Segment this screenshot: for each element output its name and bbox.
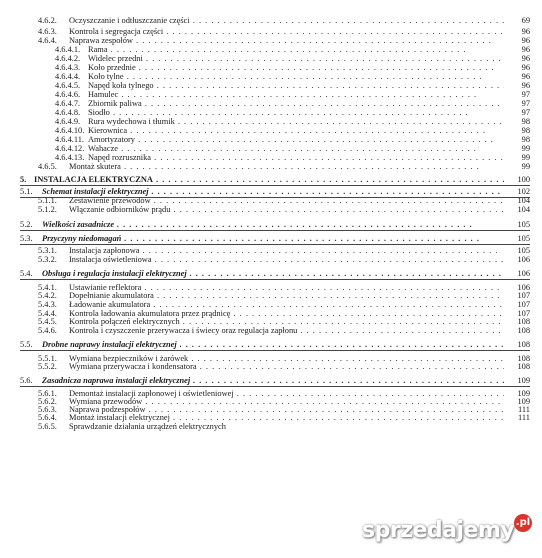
toc-title: Kontrola i segregacja części . .: [69, 27, 504, 37]
toc-title: Sprawdzanie działania urządzeń elektrycznych: [69, 422, 226, 431]
toc-title: Instalacja oświetleniowa . .: [69, 255, 504, 265]
toc-page-number: 107: [517, 309, 530, 318]
toc-title: Koło przednie . .: [88, 63, 504, 73]
toc-title: Wahacze . .: [88, 144, 504, 154]
section-divider: [20, 279, 530, 280]
toc-title: Ładowanie akumulatora . .: [69, 300, 504, 310]
toc-title: Włączanie odbiorników prądu . .: [69, 205, 504, 215]
toc-page-number: 111: [518, 413, 530, 422]
toc-title: Montaż instalacji elektrycznej . .: [69, 413, 504, 423]
toc-page-number: 108: [517, 326, 530, 335]
toc-number: 5.6.3.: [38, 405, 57, 414]
toc-page-number: 98: [521, 135, 530, 144]
watermark-badge: .pl: [514, 514, 532, 532]
section-divider: [20, 244, 530, 245]
toc-title: Wymiana bezpieczników i żarówek . .: [69, 354, 504, 364]
toc-number: 5.: [20, 175, 27, 184]
toc-page-number: 107: [517, 300, 530, 309]
toc-number: 4.6.4.4.: [55, 72, 81, 81]
toc-page-number: 109: [517, 397, 530, 406]
toc-number: 4.6.4.9.: [55, 117, 81, 126]
toc-title: Wielkości zasadnicze . .: [42, 220, 504, 230]
toc-number: 5.1.2.: [38, 205, 57, 214]
toc-number: 4.6.4.2.: [55, 54, 81, 63]
toc-row: [0, 234, 542, 244]
toc-title: Koło tylne . .: [88, 72, 504, 82]
toc-number: 5.3.: [20, 234, 33, 243]
toc-page-number: 108: [517, 317, 530, 326]
toc-row: [0, 362, 542, 372]
section-divider: [20, 350, 530, 351]
toc-title: Zasadnicza naprawa instalacji elektrycznej . .: [42, 376, 504, 386]
toc-number: 4.6.4.6.: [55, 90, 81, 99]
toc-page-number: 99: [521, 153, 530, 162]
toc-row: [0, 255, 542, 265]
watermark-logo: [362, 514, 532, 548]
toc-page-number: 107: [517, 291, 530, 300]
toc-number: 5.4.1.: [38, 283, 57, 292]
toc-title: Demontaż instalacji zapłonowej i oświetleniowej . .: [69, 389, 504, 399]
toc-title: Rura wydechowa i tłumik . .: [88, 117, 504, 127]
toc-row: [0, 205, 542, 215]
toc-title: Kierownica . .: [88, 126, 504, 136]
toc-number: 5.4.5.: [38, 317, 57, 326]
toc-page-number: 108: [517, 362, 530, 371]
toc-title: Hamulec . .: [88, 90, 504, 100]
toc-page-number: 96: [521, 72, 530, 81]
toc-number: 5.6.1.: [38, 389, 57, 398]
toc-title: Instalacja zapłonowa . .: [69, 246, 504, 256]
toc-row: [0, 326, 542, 336]
toc-row: [0, 162, 542, 172]
toc-number: 4.6.4.11.: [55, 135, 85, 144]
toc-number: 4.6.4.13.: [55, 153, 85, 162]
toc-title: Kontrola połączeń elektrycznych . .: [69, 317, 504, 327]
toc-title: Wymiana przewodów . .: [69, 397, 504, 407]
toc-row: [0, 269, 542, 279]
toc-page-number: 69: [521, 16, 530, 25]
toc-page-number: 106: [517, 269, 530, 278]
toc-page-number: 96: [521, 54, 530, 63]
toc-number: 5.4.3.: [38, 300, 57, 309]
toc-number: 5.4.2.: [38, 291, 57, 300]
toc-row: [0, 340, 542, 350]
toc-title: Siodło . .: [88, 108, 504, 118]
toc-number: 4.6.3.: [38, 27, 57, 36]
toc-number: 4.6.4.7.: [55, 99, 81, 108]
toc-title: Rama . .: [88, 45, 504, 55]
toc-title: Zestawienie przewodów . .: [69, 196, 504, 206]
toc-title: INSTALACJA ELEKTRYCZNA . .: [34, 175, 504, 185]
toc-number: 4.6.4.12.: [55, 144, 85, 153]
toc-number: 5.5.1.: [38, 354, 57, 363]
toc-title: Drobne naprawy instalacji elektrycznej . .: [42, 340, 504, 350]
toc-page-number: 96: [521, 81, 530, 90]
toc-number: 5.4.4.: [38, 309, 57, 318]
toc-page-number: 99: [521, 144, 530, 153]
toc-page-number: 99: [521, 162, 530, 171]
toc-number: 5.6.2.: [38, 397, 57, 406]
toc-title: Amortyzatory . .: [88, 135, 504, 145]
toc-page-number: 97: [521, 108, 530, 117]
toc-number: 4.6.4.10.: [55, 126, 85, 135]
toc-title: Kontrola i czyszczenie przerywacza i świecy oraz regulacja zapłonu . .: [69, 326, 504, 336]
toc-page-number: 96: [521, 36, 530, 45]
toc-page-number: 104: [517, 205, 530, 214]
toc-page-number: 97: [521, 99, 530, 108]
toc-number: 5.6.5.: [38, 422, 57, 431]
toc-number: 5.3.2.: [38, 255, 57, 264]
toc-page-number: 105: [517, 234, 530, 243]
toc-page-number: 96: [521, 27, 530, 36]
toc-page-number: 108: [517, 354, 530, 363]
section-divider: [20, 230, 530, 231]
toc-title: Schemat instalacji elektrycznej . .: [42, 187, 504, 197]
toc-number: 5.1.: [20, 187, 33, 196]
section-divider: [20, 185, 530, 186]
section-divider: [20, 197, 530, 198]
section-divider: [20, 386, 530, 387]
toc-number: 4.6.4.5.: [55, 81, 81, 90]
toc-row: [0, 16, 542, 26]
toc-page-number: 108: [517, 340, 530, 349]
toc-title: Obsługa i regulacja instalacji elektrycznej . .: [42, 269, 504, 279]
toc-title: Montaż skutera . .: [69, 162, 504, 172]
toc-title: Widelec przedni . .: [88, 54, 504, 64]
toc-number: 5.4.6.: [38, 326, 57, 335]
toc-page-number: 100: [517, 175, 530, 184]
toc-number: 5.3.1.: [38, 246, 57, 255]
watermark-text: sprzedajemy: [362, 518, 515, 543]
toc-page-number: 104: [517, 196, 530, 205]
toc-page-number: 98: [521, 126, 530, 135]
toc-number: 4.6.5.: [38, 162, 57, 171]
toc-title: Dopełnianie akumulatora . .: [69, 291, 504, 301]
toc-title: Oczyszczanie i odtłuszczanie części . .: [69, 16, 504, 26]
toc-number: 4.6.4.: [38, 36, 57, 45]
toc-number: 4.6.4.3.: [55, 63, 81, 72]
toc-number: 5.4.: [20, 269, 33, 278]
toc-title: Kontrola ładowania akumulatora przez prądnicę . .: [69, 309, 504, 319]
toc-page-number: 105: [517, 246, 530, 255]
toc-number: 5.1.1.: [38, 196, 57, 205]
toc-page-number: 97: [521, 90, 530, 99]
toc-row: [0, 376, 542, 386]
toc-page-number: 98: [521, 117, 530, 126]
toc-title: Napęd koła tylnego . .: [88, 81, 504, 91]
toc-page-number: 111: [518, 405, 530, 414]
toc-row: [0, 175, 542, 185]
toc-title: Ustawianie reflektora . .: [69, 283, 504, 293]
toc-title: Zbiornik paliwa . .: [88, 99, 504, 109]
toc-title: Napęd rozrusznika . .: [88, 153, 504, 163]
toc-page-number: 109: [517, 376, 530, 385]
toc-number: 5.2.: [20, 220, 33, 229]
toc-number: 5.5.2.: [38, 362, 57, 371]
toc-page-number: 102: [517, 187, 530, 196]
toc-page-number: 105: [517, 220, 530, 229]
toc-number: 5.6.: [20, 376, 33, 385]
toc-number: 4.6.4.8.: [55, 108, 81, 117]
toc-page-number: 109: [517, 389, 530, 398]
toc-page-number: 106: [517, 255, 530, 264]
toc-title: Przyczyny niedomagań . .: [42, 234, 504, 244]
toc-number: 5.5.: [20, 340, 33, 349]
toc-number: 4.6.4.1.: [55, 45, 81, 54]
toc-page-number: 96: [521, 63, 530, 72]
toc-page-number: 106: [517, 283, 530, 292]
toc-row: [0, 220, 542, 230]
toc-number: 4.6.2.: [38, 16, 57, 25]
toc-title: Wymiana przerywacza i kondensatora . .: [69, 362, 504, 372]
toc-title: Naprawa podzespołów . .: [69, 405, 504, 415]
toc-row: [0, 422, 542, 432]
toc-title: Naprawa zespołów . .: [69, 36, 504, 46]
toc-page-number: 96: [521, 45, 530, 54]
toc-number: 5.6.4.: [38, 413, 57, 422]
